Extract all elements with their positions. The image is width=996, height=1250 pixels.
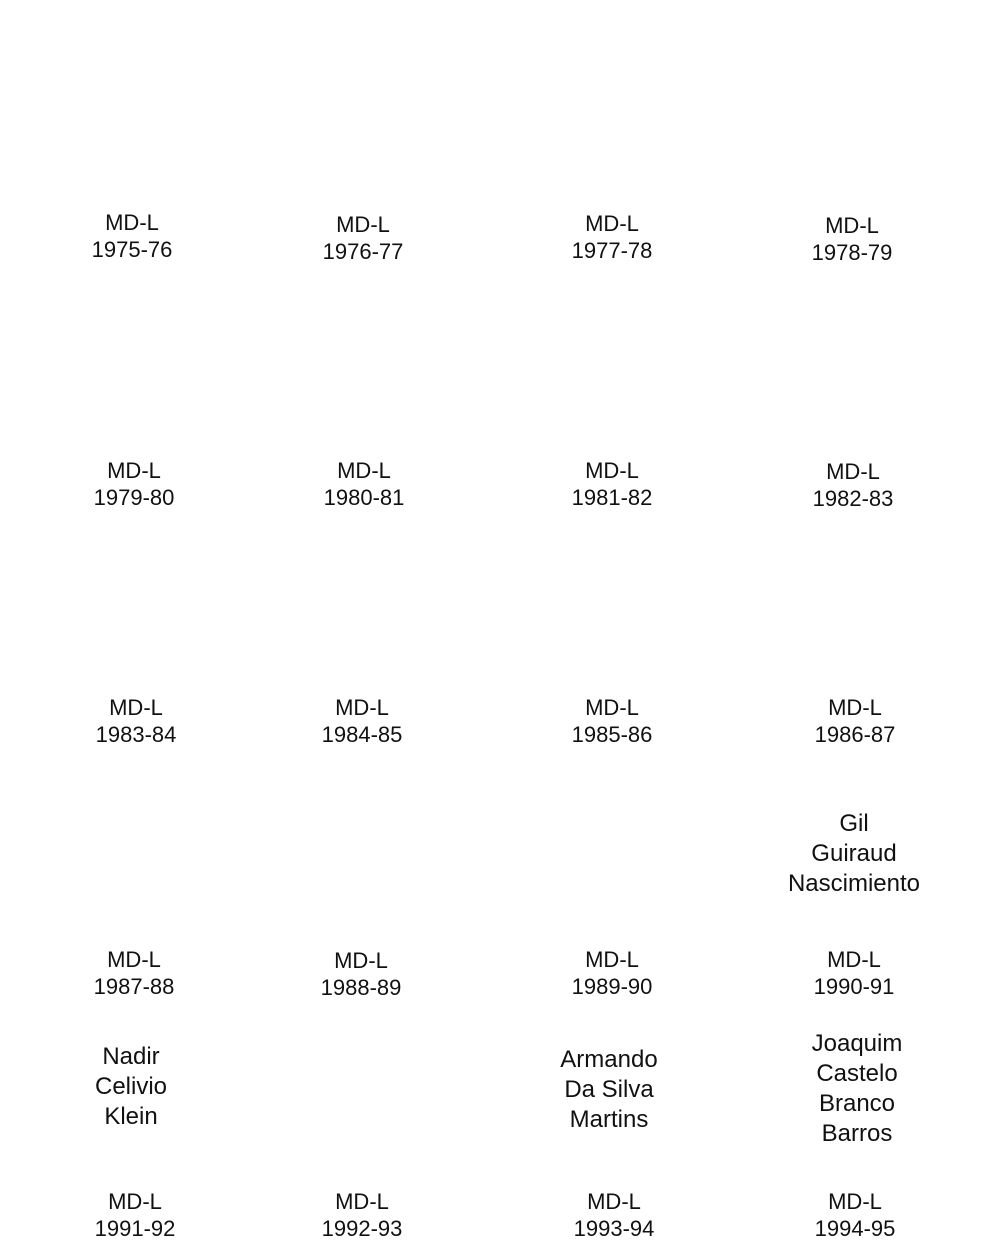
season-label-1984-85 <box>262 694 462 748</box>
honoree-name-armando-da-silva-martins <box>499 1045 719 1135</box>
label-code: MD-L <box>335 1189 389 1214</box>
season-label-1978-79 <box>752 212 952 266</box>
season-label-1993-94 <box>514 1188 714 1242</box>
label-code: MD-L <box>107 947 161 972</box>
label-code: MD-L <box>109 695 163 720</box>
label-code: MD-L <box>107 458 161 483</box>
season-label-1977-78 <box>512 210 712 264</box>
label-years: 1987-88 <box>93 974 175 999</box>
season-label-1979-80 <box>34 457 234 511</box>
label-years: 1985-86 <box>571 722 653 747</box>
label-years: 1992-93 <box>321 1216 403 1241</box>
honoree-name-gil-guiraud-nascimiento <box>744 809 964 899</box>
label-years: 1984-85 <box>321 722 403 747</box>
label-code: MD-L <box>587 1189 641 1214</box>
season-label-1989-90 <box>512 946 712 1000</box>
label-years: 1978-79 <box>811 240 893 265</box>
name-line: Nascimiento <box>787 870 921 897</box>
label-years: 1993-94 <box>573 1216 655 1241</box>
label-years: 1994-95 <box>814 1216 896 1241</box>
label-years: 1976-77 <box>322 239 404 264</box>
label-code: MD-L <box>825 213 879 238</box>
honoree-name-joaquim-castelo-branco-barros <box>747 1029 967 1149</box>
season-label-1983-84 <box>36 694 236 748</box>
label-code: MD-L <box>585 458 639 483</box>
season-label-1975-76 <box>32 209 232 263</box>
name-line: Gil <box>839 810 869 837</box>
label-years: 1983-84 <box>95 722 177 747</box>
label-code: MD-L <box>334 948 388 973</box>
label-years: 1980-81 <box>323 485 405 510</box>
label-code: MD-L <box>337 458 391 483</box>
name-line: Branco <box>818 1090 896 1117</box>
season-label-1981-82 <box>512 457 712 511</box>
season-label-1980-81 <box>264 457 464 511</box>
label-code: MD-L <box>826 459 880 484</box>
name-line: Celivio <box>94 1073 168 1100</box>
honoree-name-nadir-celivio-klein <box>21 1042 241 1132</box>
name-line: Guiraud <box>811 840 897 867</box>
label-years: 1988-89 <box>320 975 402 1000</box>
name-line: Barros <box>821 1120 893 1147</box>
name-line: Da Silva <box>564 1076 654 1103</box>
label-code: MD-L <box>827 947 881 972</box>
label-years: 1981-82 <box>571 485 653 510</box>
season-label-1987-88 <box>34 946 234 1000</box>
name-line: Klein <box>104 1103 158 1130</box>
season-label-1990-91 <box>754 946 954 1000</box>
label-code: MD-L <box>585 947 639 972</box>
label-years: 1986-87 <box>814 722 896 747</box>
label-years: 1990-91 <box>813 974 895 999</box>
season-label-1986-87 <box>755 694 955 748</box>
label-years: 1979-80 <box>93 485 175 510</box>
season-label-1988-89 <box>261 947 461 1001</box>
label-code: MD-L <box>828 695 882 720</box>
season-label-1982-83 <box>753 458 953 512</box>
label-years: 1982-83 <box>812 486 894 511</box>
label-years: 1977-78 <box>571 238 653 263</box>
label-code: MD-L <box>335 695 389 720</box>
label-code: MD-L <box>336 212 390 237</box>
season-label-1994-95 <box>755 1188 955 1242</box>
name-line: Joaquim <box>811 1030 903 1057</box>
label-code: MD-L <box>585 211 639 236</box>
label-code: MD-L <box>828 1189 882 1214</box>
season-label-1985-86 <box>512 694 712 748</box>
name-line: Martins <box>569 1106 649 1133</box>
label-code: MD-L <box>105 210 159 235</box>
label-code: MD-L <box>585 695 639 720</box>
season-label-1976-77 <box>263 211 463 265</box>
label-years: 1991-92 <box>94 1216 176 1241</box>
season-label-1991-92 <box>35 1188 235 1242</box>
name-line: Nadir <box>102 1043 160 1070</box>
name-line: Armando <box>560 1046 658 1073</box>
name-line: Castelo <box>816 1060 898 1087</box>
season-label-1992-93 <box>262 1188 462 1242</box>
label-years: 1989-90 <box>571 974 653 999</box>
label-years: 1975-76 <box>91 237 173 262</box>
label-code: MD-L <box>108 1189 162 1214</box>
